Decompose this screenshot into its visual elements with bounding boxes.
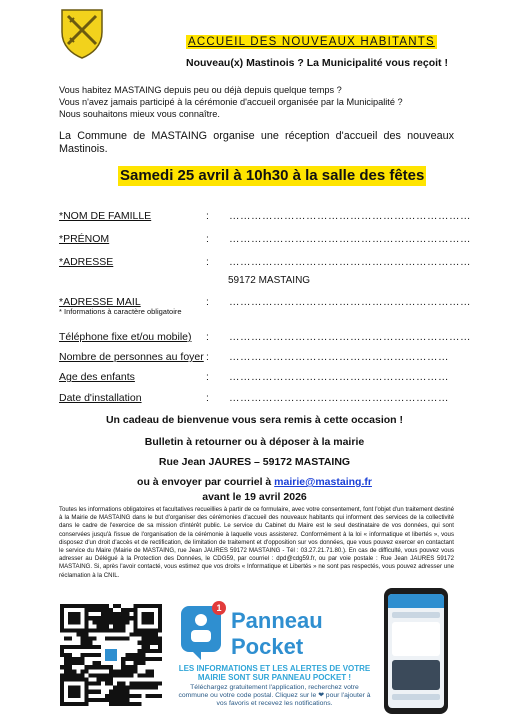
form-field-enfants[interactable] (59, 371, 499, 385)
address-text: Rue Jean JAURES – 59172 MASTAING (158, 456, 351, 468)
field-colon: : (206, 371, 209, 383)
field-label: *PRÉNOM (59, 233, 110, 245)
coat-of-arms-logo (60, 8, 104, 60)
field-label: Date d'installation (59, 392, 142, 404)
intro-line: Vous n'avez jamais participé à la cérémonie d'accueil organisée par la Municipalité ? (59, 97, 403, 107)
qr-code (60, 604, 162, 706)
field-dots: …………………………………………………… (229, 392, 449, 404)
intro-text (59, 84, 403, 120)
form-field-adresse[interactable] (59, 256, 499, 270)
form-field-installation[interactable] (59, 392, 499, 406)
field-colon: : (206, 351, 209, 363)
field-dots: ………………………………………………………… (229, 233, 471, 245)
field-dots: …………………………………………………… (229, 371, 449, 383)
panneau-headline: LES INFORMATIONS ET LES ALERTES DE VOTRE MAIRIE SONT SUR PANNEAU POCKET ! (178, 664, 371, 682)
return-text: Bulletin à retourner ou à déposer à la mairie (144, 436, 365, 448)
mandatory-note: * Informations à caractère obligatoire (59, 307, 182, 316)
field-colon: : (206, 210, 209, 222)
field-colon: : (206, 392, 209, 404)
field-label: *ADRESSE (59, 256, 114, 268)
city-text: 59172 MASTAING (228, 275, 311, 286)
field-dots: ………………………………………………………… (229, 296, 471, 308)
panneau-description: Téléchargez gratuitement l'application, recherchez votre commune ou votre code postal. Cliquez sur le ❤ pour l'ajouter à vos favoris et recevez les notifications. (178, 684, 371, 707)
intro-line: Nous souhaitons mieux vous connaître. (59, 109, 220, 119)
field-label: Nombre de personnes au foyer (59, 351, 204, 363)
panneau-pocket-logo (177, 600, 367, 662)
phone-screen (388, 594, 444, 708)
field-label: *NOM DE FAMILLE (59, 210, 152, 222)
field-colon: : (206, 233, 209, 245)
field-label: Téléphone fixe et/ou mobile) (59, 331, 192, 343)
field-colon: : (206, 331, 209, 343)
commune-text: La Commune de MASTAING organise une réception d'accueil des nouveaux Mastinois. (59, 130, 454, 155)
field-dots: ………………………………………………………… (229, 331, 471, 343)
page-title: ACCUEIL DES NOUVEAUX HABITANTS (188, 36, 435, 48)
notification-badge: 1 (216, 603, 222, 613)
email-line (0, 476, 509, 488)
intro-line: Vous habitez MASTAING depuis peu ou déjà depuis quelque temps ? (59, 85, 342, 95)
field-dots: ………………………………………………………… (229, 210, 471, 222)
form-field-telephone[interactable] (59, 331, 499, 345)
email-link[interactable]: mairie@mastaing.fr (274, 476, 372, 488)
event-date: Samedi 25 avril à 10h30 à la salle des fêtes (120, 167, 425, 184)
email-prefix: ou à envoyer par courriel à (137, 476, 275, 488)
field-colon: : (206, 256, 209, 268)
field-dots: …………………………………………………… (229, 351, 449, 363)
field-label: Age des enfants (59, 371, 135, 383)
deadline-text: avant le 19 avril 2026 (202, 491, 307, 503)
gift-text: Un cadeau de bienvenue vous sera remis à cette occasion ! (105, 414, 404, 426)
field-colon: : (206, 296, 209, 308)
page-subtitle: Nouveau(x) Mastinois ? La Municipalité vous reçoit ! (186, 57, 448, 69)
form-field-foyer[interactable] (59, 351, 499, 365)
form-field-nom[interactable] (59, 210, 499, 224)
panneau-name-2: Pocket (231, 634, 304, 659)
phone-mockup (384, 588, 448, 714)
field-label: *ADRESSE MAIL (59, 296, 141, 308)
panneau-name-1: Panneau (231, 608, 323, 633)
form-field-prenom[interactable] (59, 233, 499, 247)
legal-text: Toutes les informations obligatoires et facultatives recueillies à partir de ce formulaire, avec votre consentement, font l'objet d'un traitement destiné à la Mairie de MASTAING dans le but d'organiser des cérémonies d'accueil des nouveaux habitants qui informent des services de la collectivité dans le cadre de l'exercice de sa mission d'intérêt public. Le service du Cabinet du Maire est le seul destinataire de vos données, qui sont conservées jusqu'à l'issue de l'organisation de la cérémonie à laquelle vous assisterez. Conformément à la loi « informatique et libertés », vous disposez d'un droit d'accès et de rectification, de limitation de traitement et d'opposition sur vos données, que vous pouvez exercer en contactant le service du Maire (Mairie de MASTAING, rue Jean JAURES 59172 MASTAING - Tél : 03.27.21.71.80.). En cas de difficulté, vous pouvez vous adresser au Délégué à la Protection des Données, le CDG59, par courriel : dpd@cdg59.fr, ou par voie postale : Rue Jean JAURES 59172 MASTAING. Si, après l'avoir contacté, vous estimez que vos droits « Informatique et Libertés » ne sont pas respectés, vous pouvez adresser une réclamation à la CNIL. (59, 506, 454, 579)
field-dots: ………………………………………………………… (229, 256, 471, 268)
